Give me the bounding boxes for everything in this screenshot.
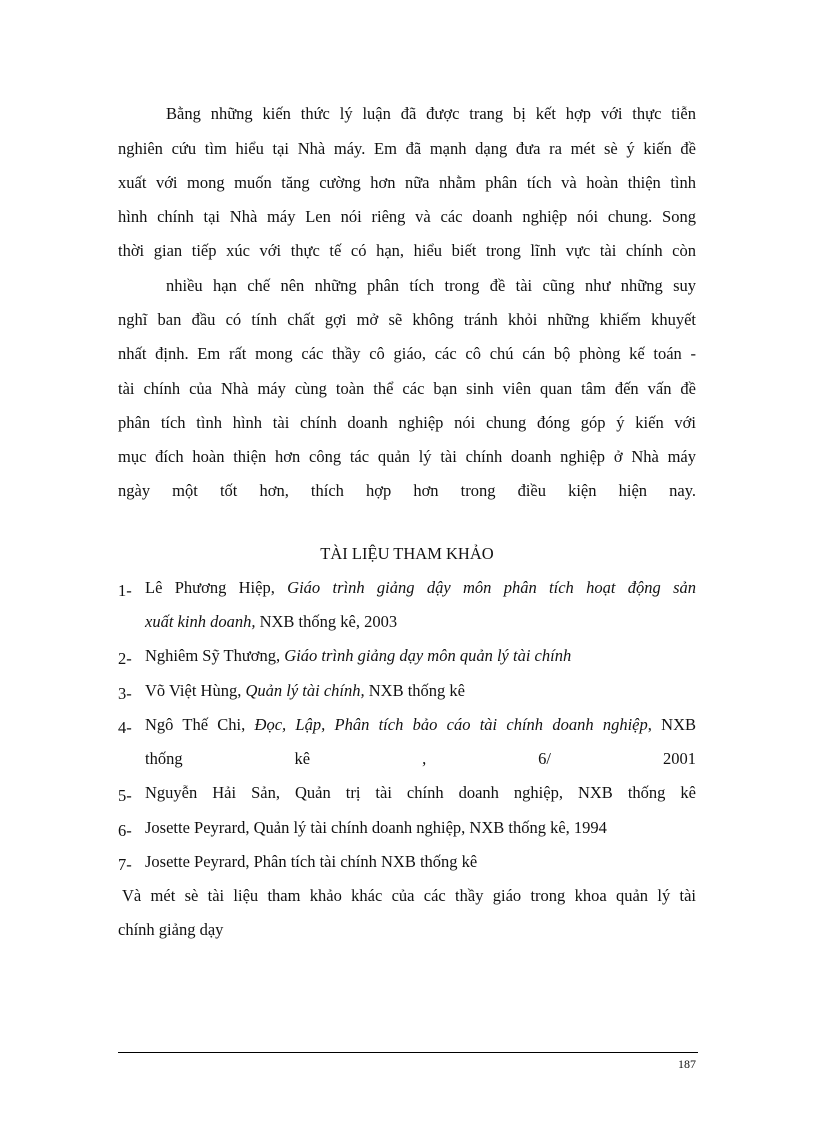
- reference-item-5: Nguyễn Hải Sản, Quản trị tài chính doanh nghiệp, NXB thống kê: [145, 783, 696, 802]
- reference-number-7: 7-: [118, 855, 132, 874]
- footer-rule: [118, 1052, 698, 1053]
- reference-author-1: Lê Phương Hiệp,: [145, 578, 288, 597]
- reference-title-4: Đọc, Lập, Phân tích bảo cáo tài chính doanh nghiệp: [254, 715, 648, 734]
- reference-number-1: 1-: [118, 581, 132, 600]
- body-line-12: ngày một tốt hơn, thích hợp hơn trong điều kiện hiện nay.: [118, 481, 696, 500]
- reference-number-4: 4-: [118, 718, 132, 737]
- reference-item-3: [145, 680, 696, 702]
- body-line-7: nghĩ ban đầu có tính chất gợi mở sẽ không tránh khỏi những khiếm khuyết: [118, 310, 696, 329]
- reference-author-4: Ngô Thế Chi,: [145, 715, 255, 734]
- body-line-4: hình chính tại Nhà máy Len nói riêng và các doanh nghiệp nói chung. Song: [118, 207, 696, 226]
- references-heading: TÀI LIỆU THAM KHẢO: [320, 544, 494, 563]
- body-line-6: nhiều hạn chế nên những phân tích trong đề tài cũng như những suy: [166, 276, 696, 295]
- body-line-9: tài chính của Nhà máy cùng toàn thể các bạn sinh viên quan tâm đến vấn đề: [118, 379, 696, 398]
- body-line-2: nghiên cứu tìm hiểu tại Nhà máy. Em đã mạnh dạng đưa ra mét sè ý kiến đề: [118, 139, 696, 158]
- reference-item-1-cont: [145, 611, 696, 633]
- reference-item-4: [145, 714, 696, 736]
- reference-4-publisher-comma: ,: [422, 749, 427, 768]
- reference-rest-1: NXB thống kê, 2003: [255, 612, 398, 631]
- body-line-11: mục đích hoàn thiện hơn công tác quản lý tài chính doanh nghiệp ở Nhà máy: [118, 447, 696, 466]
- body-line-5: thời gian tiếp xúc với thực tế có hạn, hiểu biết trong lĩnh vực tài chính còn: [118, 241, 696, 260]
- reference-item-7: Josette Peyrard, Phân tích tài chính NXB thống kê: [145, 852, 478, 871]
- reference-title-3: Quản lý tài chính,: [245, 681, 365, 700]
- reference-title-2: Giáo trình giảng dạy môn quản lý tài chính: [284, 646, 572, 665]
- reference-author-2: Nghiêm Sỹ Thương,: [145, 646, 285, 665]
- reference-number-2: 2-: [118, 649, 132, 668]
- reference-item-6: Josette Peyrard, Quản lý tài chính doanh nghiệp, NXB thống kê, 1994: [145, 818, 607, 837]
- reference-4-month: 6/: [538, 749, 551, 768]
- body-line-10: phân tích tình hình tài chính doanh nghiệp nói chung đóng góp ý kiến với: [118, 413, 696, 432]
- reference-item-4-cont: [145, 748, 696, 770]
- reference-rest-3: NXB thống kê: [364, 681, 465, 700]
- reference-number-6: 6-: [118, 821, 132, 840]
- reference-title-1-cont: xuất kinh doanh,: [145, 612, 256, 631]
- reference-4-publisher-word-1: thống: [145, 749, 183, 768]
- reference-4-year: 2001: [662, 749, 696, 768]
- reference-4-publisher-word-2: kê: [294, 749, 311, 768]
- body-line-3: xuất với mong muốn tăng cường hơn nữa nhằm phân tích và hoàn thiện tình: [118, 173, 696, 192]
- reference-title-1: Giáo trình giảng dậy môn phân tích hoạt động sản: [287, 578, 696, 597]
- reference-rest-4: , NXB: [647, 715, 696, 734]
- page-number: 187: [678, 1057, 696, 1071]
- reference-author-3: Võ Việt Hùng,: [145, 681, 246, 700]
- reference-item-1: [145, 577, 696, 599]
- body-line-1: Bằng những kiến thức lý luận đã được trang bị kết hợp với thực tiễn: [166, 104, 696, 123]
- reference-number-5: 5-: [118, 786, 132, 805]
- reference-item-2: [145, 645, 696, 667]
- body-line-8: nhất định. Em rất mong các thầy cô giáo, các cô chú cán bộ phòng kế toán -: [118, 344, 696, 363]
- closing-line-2: chính giảng dạy: [118, 920, 224, 939]
- reference-number-3: 3-: [118, 684, 132, 703]
- closing-line-1: Và mét sè tài liệu tham khảo khác của các thầy giáo trong khoa quản lý tài: [122, 886, 696, 905]
